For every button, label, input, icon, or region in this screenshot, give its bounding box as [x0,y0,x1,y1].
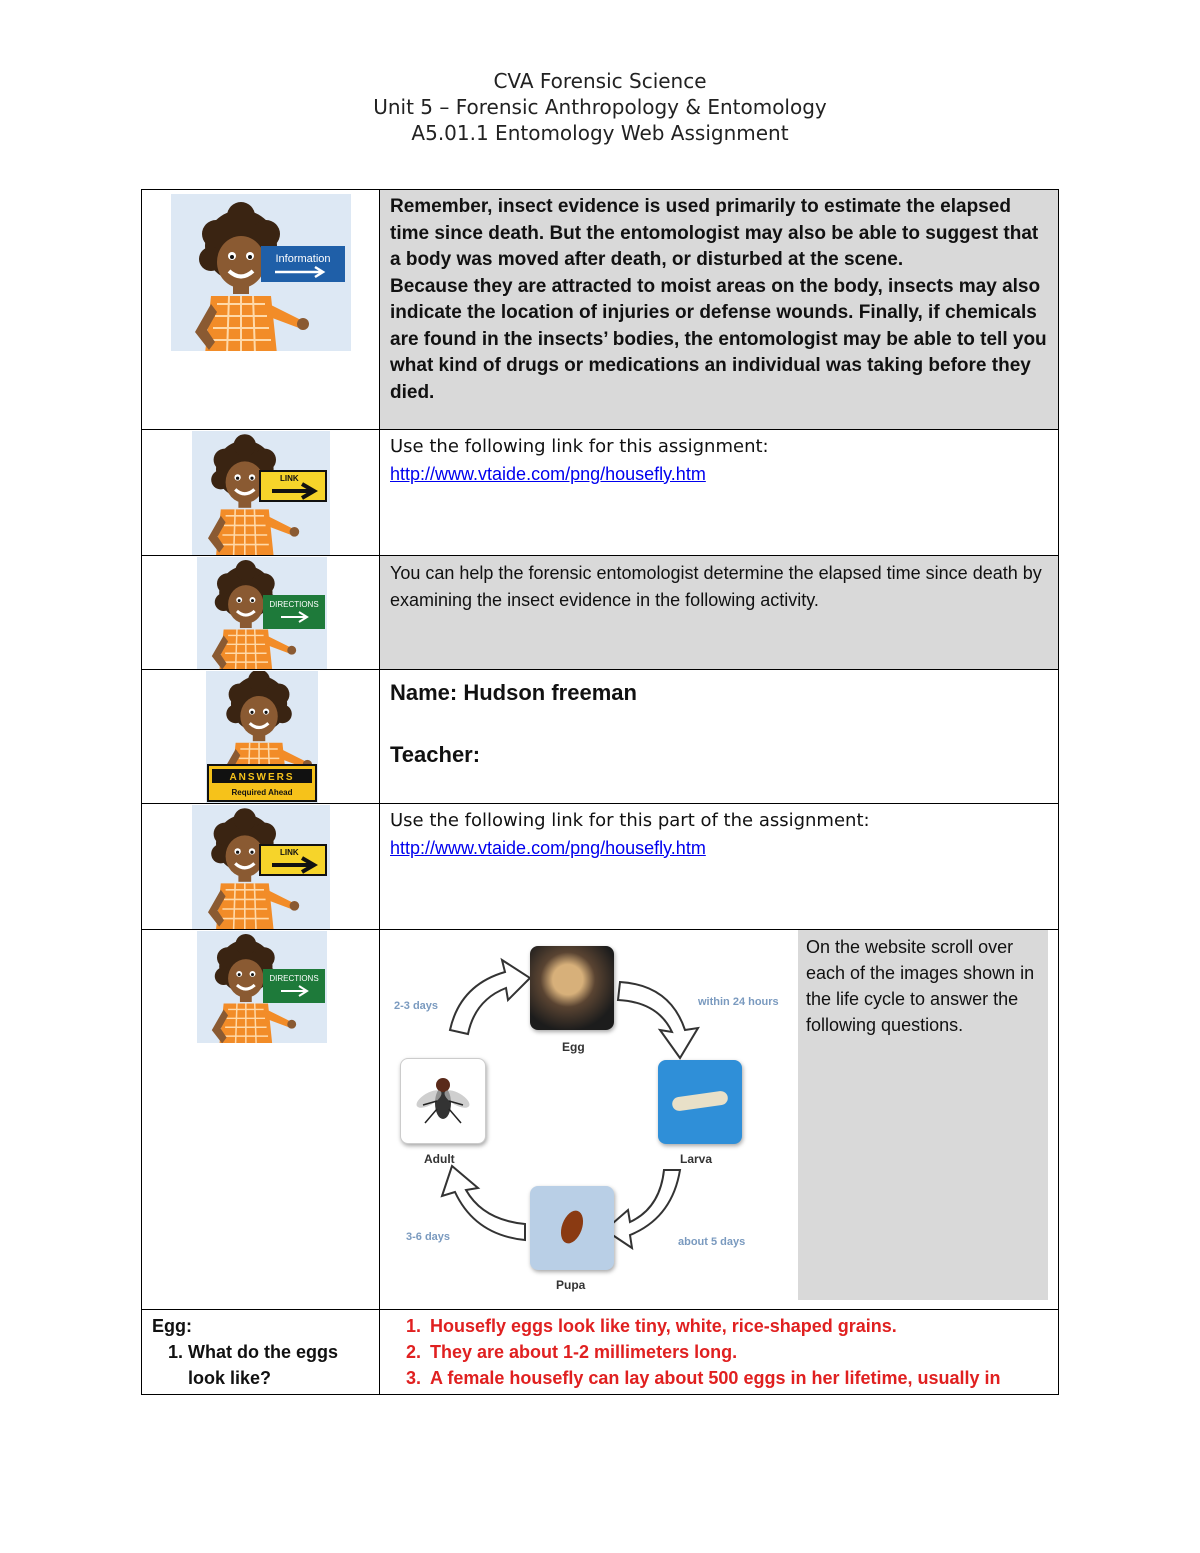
unit-title: Unit 5 – Forensic Anthropology & Entomology [373,95,827,119]
info-icon-cell [142,190,380,430]
pupa-photo[interactable] [530,1186,614,1270]
information-character-icon [171,194,351,351]
svg-text:LINK: LINK [280,474,299,483]
time-label-24-hours: within 24 hours [698,996,779,1008]
directions-character-icon [197,557,327,669]
lifecycle-note: On the website scroll over each of the images shown in the life cycle to answer the following questions. [798,930,1048,1300]
svg-text:ANSWERS: ANSWERS [229,772,295,783]
student-name[interactable]: Name: Hudson freeman [390,680,637,705]
time-label-3-6-days: 3-6 days [406,1231,451,1243]
egg-answer-2[interactable]: 2. They are about 1-2 millimeters long. [426,1339,1048,1365]
larva-photo[interactable] [658,1060,742,1144]
adult-label: Adult [424,1152,455,1166]
svg-text:Required Ahead: Required Ahead [231,788,293,797]
directions-icon-cell-2 [142,930,380,1310]
lifecycle-cell [380,930,1059,1310]
info-paragraph-2: Because they are attracted to moist areas on the body, insects may also indicate the location of injuries or defense wounds. Finally, if chemicals are found in the insects’ bodies, the entomologist may be able to tell you what kind of drugs or medications an individual was taking before they died. [390,275,1047,403]
egg-heading: Egg: [152,1316,192,1336]
course-title: CVA Forensic Science [493,69,707,93]
larva-label: Larva [680,1152,713,1166]
svg-text:DIRECTIONS: DIRECTIONS [269,974,319,983]
link-text-cell-1 [380,430,1059,556]
teacher-name[interactable]: Teacher: [390,742,481,767]
link-character-icon [192,431,330,555]
answers-icon-cell [142,670,380,804]
link-row-1 [142,430,1059,556]
housefly-lifecycle-diagram [380,930,790,1300]
egg-label: Egg [562,1040,585,1054]
directions-row-1 [142,556,1059,670]
link-icon-cell-1 [142,430,380,556]
egg-question-list [152,1339,369,1391]
directions-icon-cell-1 [142,556,380,670]
info-text-cell [380,190,1059,430]
egg-photo[interactable] [530,946,614,1030]
link-instruction-2: Use the following link for this part of the assignment: [390,810,870,831]
arrow-larva-to-pupa [605,1170,680,1248]
assignment-table [141,189,1059,1395]
housefly-link-1[interactable]: http://www.vtaide.com/png/housefly.htm [390,463,706,484]
directions-text-cell-1 [380,556,1059,670]
link-text-cell-2 [380,804,1059,930]
answers-character-icon [206,671,318,803]
svg-text:Information: Information [275,253,331,265]
link-icon-cell-2 [142,804,380,930]
arrow-egg-to-larva [618,982,698,1058]
directions-character-icon [197,931,327,1043]
housefly-link-2[interactable]: http://www.vtaide.com/png/housefly.htm [390,837,706,858]
name-cell [380,670,1059,804]
egg-answer-list [390,1313,1048,1391]
egg-answer-1[interactable]: 1. Housefly eggs look like tiny, white, rice-shaped grains. [426,1313,1048,1339]
arrow-pupa-to-adult [442,1166,525,1240]
svg-text:DIRECTIONS: DIRECTIONS [269,600,319,609]
egg-answer-cell [380,1310,1059,1395]
housefly-icon [401,1059,485,1143]
link-character-icon [192,805,330,929]
egg-question-row [142,1310,1059,1395]
adult-photo[interactable] [400,1058,486,1144]
assignment-title: A5.01.1 Entomology Web Assignment [411,121,789,145]
egg-answer-3[interactable]: 3. A female housefly can lay about 500 eggs in her lifetime, usually in [426,1365,1048,1391]
link-instruction-1: Use the following link for this assignment: [390,436,769,457]
egg-question-1: 1. What do the eggs look like? [188,1339,369,1391]
info-row [142,190,1059,430]
directions-text: You can help the forensic entomologist determine the elapsed time since death by examining the insect evidence in the following activity. [390,563,1042,610]
time-label-2-3-days: 2-3 days [394,1000,439,1012]
link-row-2 [142,804,1059,930]
egg-question-cell [142,1310,380,1395]
lifecycle-wrap [380,930,1058,1300]
pupa-label: Pupa [556,1278,586,1292]
arrow-adult-to-egg [450,960,530,1034]
lifecycle-row [142,930,1059,1310]
document-header [0,68,1200,146]
name-row [142,670,1059,804]
svg-text:LINK: LINK [280,848,299,857]
time-label-5-days: about 5 days [678,1236,746,1248]
info-paragraph-1: Remember, insect evidence is used primarily to estimate the elapsed time since death. But the entomologist may also be able to suggest that a body was moved after death, or disturbed at the scene. [390,196,1039,270]
